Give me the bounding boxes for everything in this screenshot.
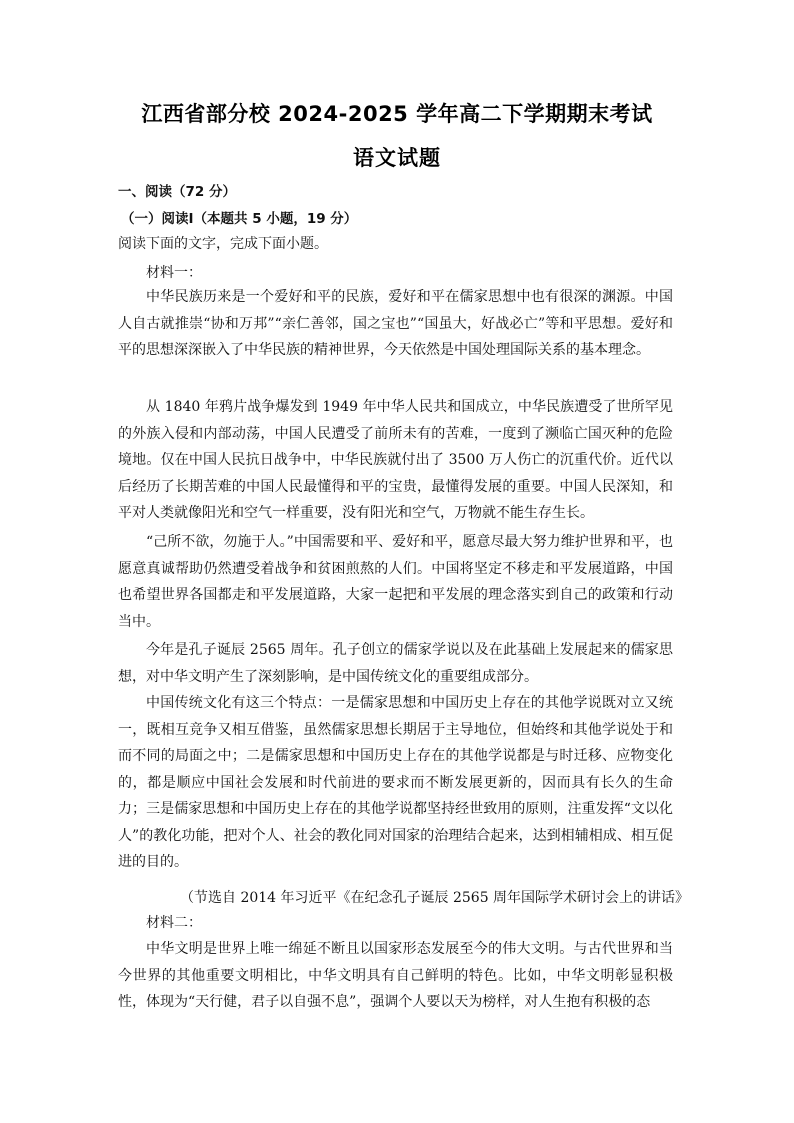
- exam-subtitle: 语文试题: [353, 146, 441, 170]
- material-1-source: （节选自 2014 年习近平《在纪念孔子诞辰 2565 周年国际学术研讨会上的讲话》: [180, 890, 690, 906]
- section-subheading: （一）阅读Ⅰ（本题共 5 小题，19 分）: [121, 211, 358, 227]
- section-heading: 一、阅读（72 分）: [118, 184, 236, 200]
- material-2-label: 材料二：: [146, 915, 202, 931]
- instruction-text: 阅读下面的文字，完成下面小题。: [118, 236, 328, 252]
- material-1-paragraph-1: 中华民族历来是一个爱好和平的民族，爱好和平在儒家思想中也有很深的渊源。中国人自古就推崇“协和万邦”“亲仁善邻，国之宝也”“国虽大，好战必亡”等和平思想。爱好和平的思想深深嵌入了中华民族的精神世界，今天依然是中国处理国际关系的基本理念。: [118, 289, 673, 358]
- material-2-paragraph-1: 中华文明是世界上唯一绵延不断且以国家形态发展至今的伟大文明。与古代世界和当今世界的其他重要文明相比，中华文明具有自己鲜明的特色。比如，中华文明彰显积极性，体现为“天行健，君子以自强不息”，强调个人要以天为榜样，对人生抱有积极的态: [118, 941, 673, 1010]
- material-1-paragraph-4: 今年是孔子诞辰 2565 周年。孔子创立的儒家学说以及在此基础上发展起来的儒家思想，对中华文明产生了深刻影响，是中国传统文化的重要组成部分。: [118, 642, 673, 685]
- material-1-paragraph-3: “己所不欲，勿施于人。”中国需要和平、爱好和平，愿意尽最大努力维护世界和平，也愿意真诚帮助仍然遭受着战争和贫困煎熬的人们。中国将坚定不移走和平发展道路，中国也希望世界各国都走和平发展道路，大家一起把和平发展的理念落实到自己的政策和行动当中。: [118, 534, 673, 630]
- material-1-label: 材料一：: [146, 265, 202, 281]
- material-1-paragraph-2: 从 1840 年鸦片战争爆发到 1949 年中华人民共和国成立，中华民族遭受了世所罕见的外族入侵和内部动荡，中国人民遭受了前所未有的苦难，一度到了濒临亡国灭种的危险境地。仅在中国人民抗日战争中，中华民族就付出了 3500 万人伤亡的沉重代价。近代以后经历了长期苦难的中国人民最懂得和平的宝贵，最懂得发展的重要。中国人民深知，和平对人类就像阳光和空气一样重要，没有阳光和空气，万物就不能生存生长。: [118, 399, 673, 521]
- exam-title: 江西省部分校 2024-2025 学年高二下学期期末考试: [141, 102, 653, 126]
- material-1-paragraph-5: 中国传统文化有这三个特点：一是儒家思想和中国历史上存在的其他学说既对立又统一，既相互竞争又相互借鉴，虽然儒家思想长期居于主导地位，但始终和其他学说处于和而不同的局面之中；二是儒家思想和中国历史上存在的其他学说都是与时迁移、应物变化的，都是顺应中国社会发展和时代前进的要求而不断发展更新的，因而具有长久的生命力；三是儒家思想和中国历史上存在的其他学说都坚持经世致用的原则，注重发挥“文以化人”的教化功能，把对个人、社会的教化同对国家的治理结合起来，达到相辅相成、相互促进的目的。: [118, 695, 673, 870]
